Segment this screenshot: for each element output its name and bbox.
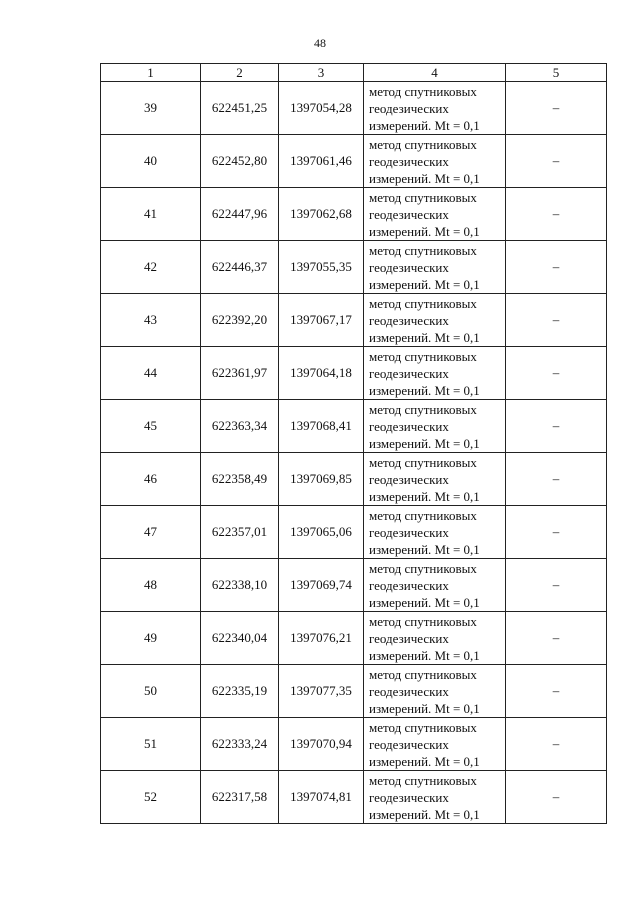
x-coordinate-cell: 622451,25	[201, 82, 279, 135]
method-line: геодезических	[369, 418, 449, 434]
method-line: измерений. Mt = 0,1	[369, 806, 480, 822]
point-number-cell: 45	[101, 400, 201, 453]
column-header-3: 3	[279, 64, 364, 82]
y-coordinate-cell: 1397062,68	[279, 188, 364, 241]
method-cell	[364, 506, 506, 559]
point-number-cell: 41	[101, 188, 201, 241]
column-header-1: 1	[101, 64, 201, 82]
method-line: геодезических	[369, 206, 449, 222]
accuracy-note-cell: –	[506, 665, 607, 718]
x-coordinate-cell: 622447,96	[201, 188, 279, 241]
method-line: измерений. Mt = 0,1	[369, 647, 480, 663]
point-number-cell: 46	[101, 453, 201, 506]
method-line: геодезических	[369, 100, 449, 116]
x-coordinate-cell: 622335,19	[201, 665, 279, 718]
table-row	[101, 506, 607, 559]
method-line: измерений. Mt = 0,1	[369, 117, 480, 133]
method-line: измерений. Mt = 0,1	[369, 170, 480, 186]
y-coordinate-cell: 1397065,06	[279, 506, 364, 559]
x-coordinate-cell: 622333,24	[201, 718, 279, 771]
table-row	[101, 135, 607, 188]
method-line: метод спутниковых	[369, 507, 477, 523]
y-coordinate-cell: 1397068,41	[279, 400, 364, 453]
method-line: геодезических	[369, 259, 449, 275]
accuracy-note-cell: –	[506, 241, 607, 294]
method-line: геодезических	[369, 736, 449, 752]
method-line: геодезических	[369, 789, 449, 805]
y-coordinate-cell: 1397067,17	[279, 294, 364, 347]
accuracy-note-cell: –	[506, 294, 607, 347]
x-coordinate-cell: 622361,97	[201, 347, 279, 400]
table-row	[101, 294, 607, 347]
method-line: метод спутниковых	[369, 136, 477, 152]
method-line: геодезических	[369, 153, 449, 169]
table-row	[101, 771, 607, 824]
method-cell	[364, 82, 506, 135]
method-cell	[364, 135, 506, 188]
method-line: метод спутниковых	[369, 348, 477, 364]
y-coordinate-cell: 1397076,21	[279, 612, 364, 665]
point-number-cell: 43	[101, 294, 201, 347]
point-number-cell: 42	[101, 241, 201, 294]
point-number-cell: 52	[101, 771, 201, 824]
accuracy-note-cell: –	[506, 718, 607, 771]
method-line: измерений. Mt = 0,1	[369, 276, 480, 292]
method-cell	[364, 612, 506, 665]
method-line: измерений. Mt = 0,1	[369, 594, 480, 610]
point-number-cell: 39	[101, 82, 201, 135]
method-cell	[364, 718, 506, 771]
method-line: измерений. Mt = 0,1	[369, 700, 480, 716]
point-number-cell: 48	[101, 559, 201, 612]
method-line: метод спутниковых	[369, 666, 477, 682]
y-coordinate-cell: 1397069,74	[279, 559, 364, 612]
accuracy-note-cell: –	[506, 188, 607, 241]
method-line: измерений. Mt = 0,1	[369, 223, 480, 239]
method-line: измерений. Mt = 0,1	[369, 753, 480, 769]
page-number: 48	[314, 36, 326, 50]
y-coordinate-cell: 1397069,85	[279, 453, 364, 506]
method-line: геодезических	[369, 471, 449, 487]
method-line: измерений. Mt = 0,1	[369, 488, 480, 504]
method-line: геодезических	[369, 683, 449, 699]
x-coordinate-cell: 622358,49	[201, 453, 279, 506]
x-coordinate-cell: 622338,10	[201, 559, 279, 612]
method-line: метод спутниковых	[369, 242, 477, 258]
point-number-cell: 44	[101, 347, 201, 400]
y-coordinate-cell: 1397064,18	[279, 347, 364, 400]
accuracy-note-cell: –	[506, 559, 607, 612]
method-line: геодезических	[369, 630, 449, 646]
x-coordinate-cell: 622392,20	[201, 294, 279, 347]
method-line: метод спутниковых	[369, 772, 477, 788]
y-coordinate-cell: 1397054,28	[279, 82, 364, 135]
y-coordinate-cell: 1397061,46	[279, 135, 364, 188]
accuracy-note-cell: –	[506, 771, 607, 824]
point-number-cell: 40	[101, 135, 201, 188]
point-number-cell: 49	[101, 612, 201, 665]
table-row	[101, 612, 607, 665]
table-row	[101, 82, 607, 135]
method-line: метод спутниковых	[369, 719, 477, 735]
x-coordinate-cell: 622340,04	[201, 612, 279, 665]
method-line: метод спутниковых	[369, 613, 477, 629]
accuracy-note-cell: –	[506, 506, 607, 559]
method-cell	[364, 241, 506, 294]
method-line: метод спутниковых	[369, 83, 477, 99]
column-header-4: 4	[364, 64, 506, 82]
y-coordinate-cell: 1397070,94	[279, 718, 364, 771]
accuracy-note-cell: –	[506, 347, 607, 400]
accuracy-note-cell: –	[506, 135, 607, 188]
method-line: измерений. Mt = 0,1	[369, 382, 480, 398]
y-coordinate-cell: 1397077,35	[279, 665, 364, 718]
method-line: геодезических	[369, 577, 449, 593]
method-cell	[364, 771, 506, 824]
table-row	[101, 559, 607, 612]
y-coordinate-cell: 1397055,35	[279, 241, 364, 294]
method-line: геодезических	[369, 524, 449, 540]
table-row	[101, 665, 607, 718]
point-number-cell: 50	[101, 665, 201, 718]
method-line: метод спутниковых	[369, 189, 477, 205]
x-coordinate-cell: 622363,34	[201, 400, 279, 453]
coordinates-table	[100, 63, 607, 824]
method-cell	[364, 453, 506, 506]
x-coordinate-cell: 622357,01	[201, 506, 279, 559]
table-header-row	[101, 64, 607, 82]
point-number-cell: 47	[101, 506, 201, 559]
x-coordinate-cell: 622317,58	[201, 771, 279, 824]
table-row	[101, 241, 607, 294]
column-header-5: 5	[506, 64, 607, 82]
method-line: геодезических	[369, 312, 449, 328]
method-cell	[364, 188, 506, 241]
method-line: измерений. Mt = 0,1	[369, 541, 480, 557]
y-coordinate-cell: 1397074,81	[279, 771, 364, 824]
method-cell	[364, 665, 506, 718]
method-line: измерений. Mt = 0,1	[369, 435, 480, 451]
method-line: геодезических	[369, 365, 449, 381]
x-coordinate-cell: 622452,80	[201, 135, 279, 188]
method-cell	[364, 559, 506, 612]
accuracy-note-cell: –	[506, 400, 607, 453]
table-row	[101, 718, 607, 771]
method-cell	[364, 294, 506, 347]
accuracy-note-cell: –	[506, 82, 607, 135]
table-row	[101, 400, 607, 453]
method-line: метод спутниковых	[369, 295, 477, 311]
accuracy-note-cell: –	[506, 612, 607, 665]
method-line: измерений. Mt = 0,1	[369, 329, 480, 345]
table-row	[101, 347, 607, 400]
method-cell	[364, 400, 506, 453]
table-row	[101, 188, 607, 241]
point-number-cell: 51	[101, 718, 201, 771]
method-line: метод спутниковых	[369, 401, 477, 417]
x-coordinate-cell: 622446,37	[201, 241, 279, 294]
accuracy-note-cell: –	[506, 453, 607, 506]
method-line: метод спутниковых	[369, 454, 477, 470]
table-row	[101, 453, 607, 506]
column-header-2: 2	[201, 64, 279, 82]
method-line: метод спутниковых	[369, 560, 477, 576]
method-cell	[364, 347, 506, 400]
